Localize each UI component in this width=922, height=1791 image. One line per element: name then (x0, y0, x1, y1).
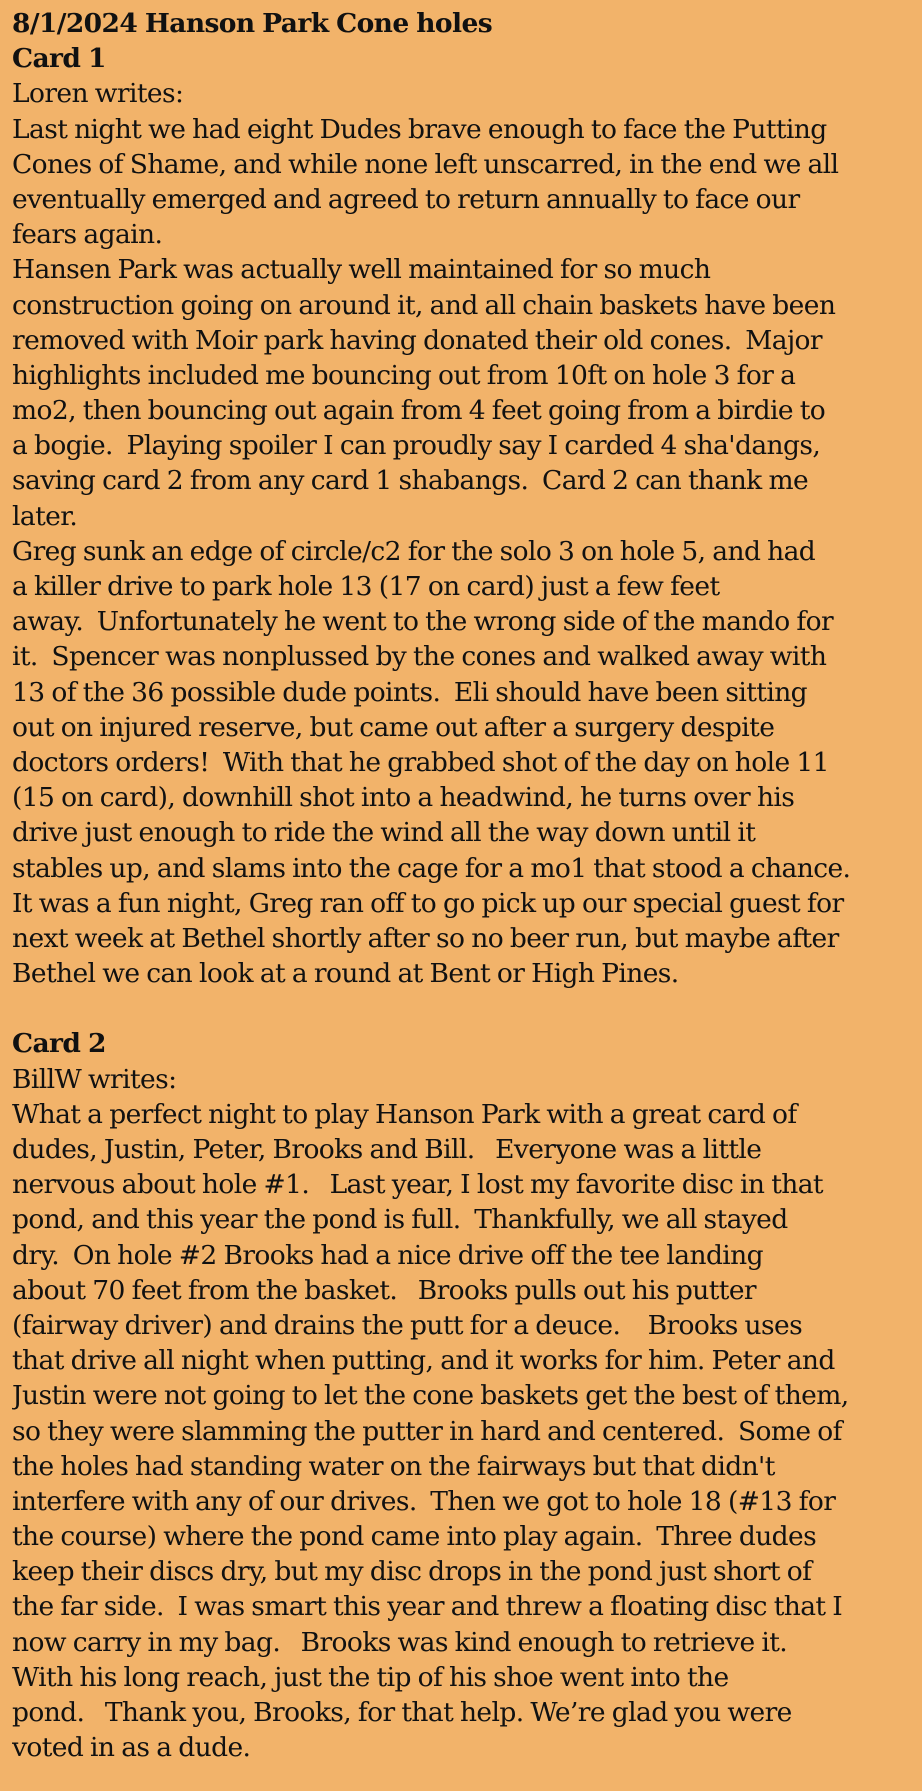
card-1-line: stables up, and slams into the cage for a mo1 that stood a chance. (12, 852, 851, 884)
card-1-section (12, 41, 912, 991)
card-1-line: it. Spencer was nonplussed by the cones and walked away with (12, 641, 827, 673)
card-2-line: pond, and this year the pond is full. Thankfully, we all stayed (12, 1204, 788, 1236)
card-2-line: With his long reach, just the tip of his shoe went into the (12, 1661, 729, 1693)
section-gap (12, 991, 912, 1026)
document-title: 8/1/2024 Hanson Park Cone holes (12, 8, 493, 39)
card-2-line: dry. On hole #2 Brooks had a nice drive off the tee landing (12, 1239, 764, 1271)
card-1-line: 13 of the 36 possible dude points. Eli should have been sitting (12, 676, 808, 708)
card-2-line: the holes had standing water on the fairways but that didn't (12, 1450, 775, 1482)
card-1-line: (15 on card), downhill shot into a headwind, he turns over his (12, 782, 795, 814)
card-1-line: doctors orders! With that he grabbed shot of the day on hole 11 (12, 746, 829, 778)
card-1-line: Last night we had eight Dudes brave enough to face the Putting (12, 113, 827, 145)
card-1-line: highlights included me bouncing out from 10ft on hole 3 for a (12, 359, 796, 391)
card-1-author: Loren writes: (12, 78, 184, 110)
card-1-line: next week at Bethel shortly after so no beer run, but maybe after (12, 922, 839, 954)
card-2-line: voted in as a dude. (12, 1732, 251, 1764)
card-1-line: a bogie. Playing spoiler I can proudly say I carded 4 sha'dangs, (12, 430, 821, 462)
card-1-line: construction going on around it, and all chain baskets have been (12, 289, 836, 321)
card-2-line: pond. Thank you, Brooks, for that help. We’re glad you were (12, 1697, 792, 1728)
card-1-body (12, 112, 912, 992)
card-1-line: Cones of Shame, and while none left unscarred, in the end we all (12, 148, 839, 180)
card-1-line: drive just enough to ride the wind all the way down until it (12, 817, 756, 849)
card-1-line: Greg sunk an edge of circle/c2 for the solo 3 on hole 5, and had (12, 535, 816, 567)
card-1-line: Hansen Park was actually well maintained for so much (12, 254, 711, 286)
card-2-line: What a perfect night to play Hanson Park with a great card of (12, 1098, 797, 1130)
card-2-line: so they were slamming the putter in hard and centered. Some of (12, 1415, 842, 1447)
card-2-line: interfere with any of our drives. Then we got to hole 18 (#13 for (12, 1485, 836, 1517)
card-2-line: Justin were not going to let the cone baskets get the best of them, (12, 1380, 849, 1412)
card-2-section (12, 1026, 912, 1765)
card-2-body (12, 1097, 912, 1766)
card-1-line: fears again. (12, 219, 163, 251)
card-2-heading: Card 2 (12, 1028, 106, 1060)
card-1-line: a killer drive to park hole 13 (17 on card) just a few feet (12, 571, 720, 602)
card-1-line: It was a fun night, Greg ran off to go pick up our special guest for (12, 887, 844, 919)
card-1-line: out on injured reserve, but came out after a surgery despite (12, 711, 775, 743)
card-2-line: that drive all night when putting, and it works for him. Peter and (12, 1345, 835, 1377)
card-1-heading: Card 1 (12, 43, 106, 75)
card-2-line: now carry in my bag. Brooks was kind enough to retrieve it. (12, 1626, 788, 1658)
card-2-line: the far side. I was smart this year and threw a floating disc that I (12, 1591, 843, 1623)
card-2-line: the course) where the pond came into play again. Three dudes (12, 1521, 817, 1553)
card-1-line: saving card 2 from any card 1 shabangs. Card 2 can thank me (12, 465, 809, 497)
card-2-line: dudes, Justin, Peter, Brooks and Bill. Everyone was a little (12, 1134, 762, 1165)
card-2-line: keep their discs dry, but my disc drops in the pond just short of (12, 1556, 812, 1588)
card-1-line: removed with Moir park having donated their old cones. Major (12, 324, 822, 356)
card-1-line: mo2, then bouncing out again from 4 feet going from a birdie to (12, 395, 826, 427)
card-2-line: nervous about hole #1. Last year, I lost my favorite disc in that (12, 1169, 823, 1201)
card-2-line: about 70 feet from the basket. Brooks pulls out his putter (12, 1274, 756, 1306)
card-1-line: later. (12, 500, 78, 532)
card-1-line: eventually emerged and agreed to return annually to face our (12, 183, 800, 215)
card-2-author: BillW writes: (12, 1063, 177, 1095)
card-2-line: (fairway driver) and drains the putt for a deuce. Brooks uses (12, 1309, 803, 1341)
card-1-line: Bethel we can look at a round at Bent or High Pines. (12, 958, 679, 990)
card-1-line: away. Unfortunately he went to the wrong side of the mando for (12, 606, 834, 638)
